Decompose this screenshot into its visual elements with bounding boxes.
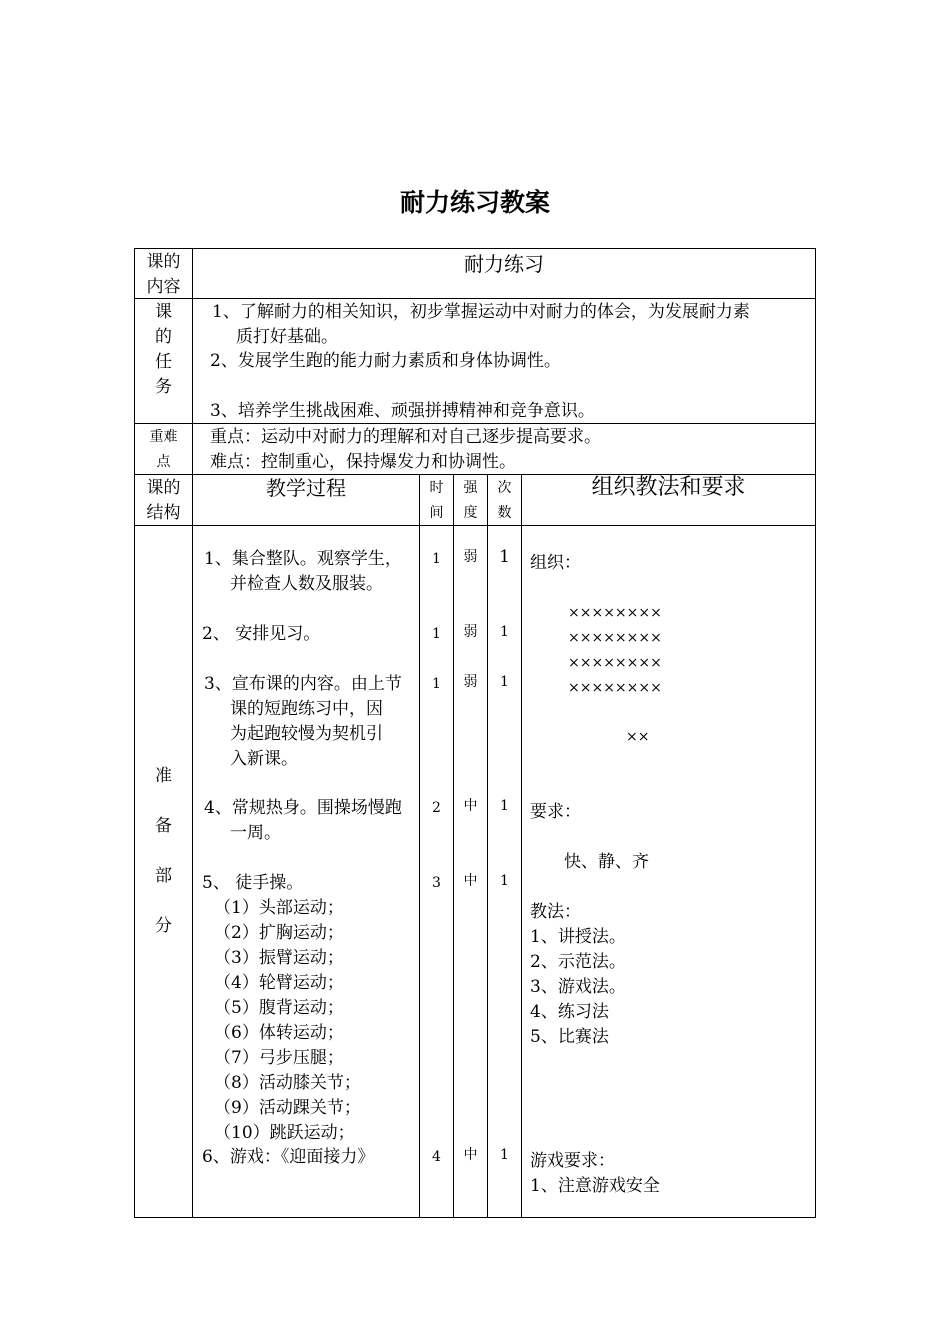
section-label-preparation: 准 备 部 分 bbox=[155, 766, 172, 936]
process-step-continued: 课的短跑练习中，因 bbox=[230, 699, 383, 719]
step-time: 3 bbox=[432, 875, 441, 891]
process-step: 6、游戏：《迎面接力》 bbox=[202, 1147, 375, 1167]
process-step-continued: 为起跑较慢为契机引 bbox=[230, 724, 383, 744]
step-count: 1 bbox=[500, 674, 509, 690]
process-step-continued: 入新课。 bbox=[230, 749, 298, 769]
header-intensity: 强 度 bbox=[463, 480, 478, 521]
step-count: 1 bbox=[500, 798, 509, 814]
teaching-method-item: 4、练习法 bbox=[530, 1002, 609, 1022]
page-title: 耐力练习教案 bbox=[399, 188, 550, 217]
formation-grid bbox=[568, 601, 662, 701]
task-item: 2、发展学生跑的能力耐力素质和身体协调性。 bbox=[210, 351, 561, 371]
process-step-continued: 并检查人数及服装。 bbox=[230, 574, 383, 594]
header-process: 教学过程 bbox=[266, 476, 346, 500]
step-count: 1 bbox=[500, 1147, 509, 1163]
header-method: 组织教法和要求 bbox=[591, 475, 746, 500]
col-divider bbox=[521, 474, 522, 1218]
exercise-item: （9）活动踝关节； bbox=[214, 1098, 361, 1118]
formation-row: ×××××××× bbox=[568, 680, 662, 696]
exercise-list bbox=[214, 896, 361, 1146]
col-divider bbox=[453, 474, 454, 1218]
teaching-method-label: 教法： bbox=[530, 902, 581, 922]
header-time: 时 间 bbox=[429, 480, 444, 521]
game-requirement-label: 游戏要求： bbox=[530, 1151, 615, 1171]
process-step: 4、常规热身。围操场慢跑 bbox=[204, 798, 402, 818]
table-border-right bbox=[815, 248, 816, 1218]
exercise-item: （3）振臂运动； bbox=[214, 948, 344, 968]
process-step: 2、 安排见习。 bbox=[202, 624, 321, 644]
lesson-plan-table bbox=[134, 248, 816, 1218]
key-point-text: 重点：运动中对耐力的理解和对自己逐步提高要求。 bbox=[210, 427, 601, 447]
step-time: 4 bbox=[432, 1149, 441, 1165]
exercise-item: （5）腹背运动； bbox=[214, 998, 344, 1018]
exercise-item: （4）轮臂运动； bbox=[214, 973, 344, 993]
step-time: 1 bbox=[432, 676, 441, 692]
step-intensity: 弱 bbox=[463, 549, 478, 565]
row-label-content: 课的 内容 bbox=[146, 252, 181, 297]
exercise-item: （6）体转运动； bbox=[214, 1023, 344, 1043]
table-border-bottom bbox=[134, 1217, 816, 1218]
task-item-continued: 质打好基础。 bbox=[236, 327, 338, 347]
process-step: 5、 徒手操。 bbox=[202, 873, 304, 893]
step-intensity: 弱 bbox=[463, 674, 478, 690]
teaching-method-item: 5、比赛法 bbox=[530, 1027, 609, 1047]
step-time: 1 bbox=[432, 551, 441, 567]
game-requirement-item: 1、注意游戏安全 bbox=[530, 1176, 660, 1196]
step-count: 1 bbox=[500, 624, 509, 640]
row-label-tasks: 课 的 任 务 bbox=[155, 302, 172, 397]
task-item: 1、了解耐力的相关知识，初步掌握运动中对耐力的体会，为发展耐力素 bbox=[212, 302, 750, 322]
header-count: 次 数 bbox=[497, 480, 512, 521]
row-label-key-points: 重难 点 bbox=[149, 429, 178, 470]
difficulty-text: 难点：控制重心，保持爆发力和协调性。 bbox=[210, 452, 516, 472]
step-intensity: 弱 bbox=[463, 624, 478, 640]
step-time: 1 bbox=[432, 626, 441, 642]
exercise-item: （2）扩胸运动； bbox=[214, 923, 344, 943]
col-divider bbox=[419, 474, 420, 1218]
step-intensity: 中 bbox=[463, 798, 478, 814]
step-intensity: 中 bbox=[463, 873, 478, 889]
step-time: 2 bbox=[432, 800, 441, 816]
teaching-method-item: 2、示范法。 bbox=[530, 952, 626, 972]
exercise-item: （1）头部运动； bbox=[214, 898, 344, 918]
formation-row: ×××××××× bbox=[568, 655, 662, 671]
col-divider bbox=[487, 474, 488, 1218]
col-divider bbox=[192, 248, 193, 1218]
lesson-content-value: 耐力练习 bbox=[464, 252, 544, 276]
exercise-item: （7）弓步压腿； bbox=[214, 1048, 344, 1068]
step-count: 1 bbox=[500, 873, 509, 889]
teaching-method-list bbox=[530, 925, 626, 1050]
exercise-item: （10）跳跃运动； bbox=[214, 1123, 355, 1143]
teaching-method-item: 3、游戏法。 bbox=[530, 977, 626, 997]
teacher-position-mark: ×× bbox=[626, 729, 650, 745]
process-step: 3、宣布课的内容。由上节 bbox=[204, 674, 402, 694]
formation-row: ×××××××× bbox=[568, 630, 662, 646]
row-divider bbox=[134, 298, 816, 299]
requirement-label: 要求： bbox=[530, 802, 581, 822]
table-border-top bbox=[134, 248, 816, 249]
process-step: 1、集合整队。观察学生， bbox=[204, 549, 402, 569]
requirement-value: 快、静、齐 bbox=[564, 852, 649, 872]
task-item: 3、培养学生挑战困难、顽强拼搏精神和竞争意识。 bbox=[210, 401, 595, 421]
exercise-item: （8）活动膝关节； bbox=[214, 1073, 361, 1093]
teaching-method-item: 1、讲授法。 bbox=[530, 927, 626, 947]
process-step-continued: 一周。 bbox=[230, 823, 281, 843]
organization-label: 组织： bbox=[530, 553, 581, 573]
formation-row: ×××××××× bbox=[568, 605, 662, 621]
step-intensity: 中 bbox=[463, 1147, 478, 1163]
header-structure: 课的 结构 bbox=[146, 478, 181, 523]
step-count: 1 bbox=[499, 547, 510, 567]
